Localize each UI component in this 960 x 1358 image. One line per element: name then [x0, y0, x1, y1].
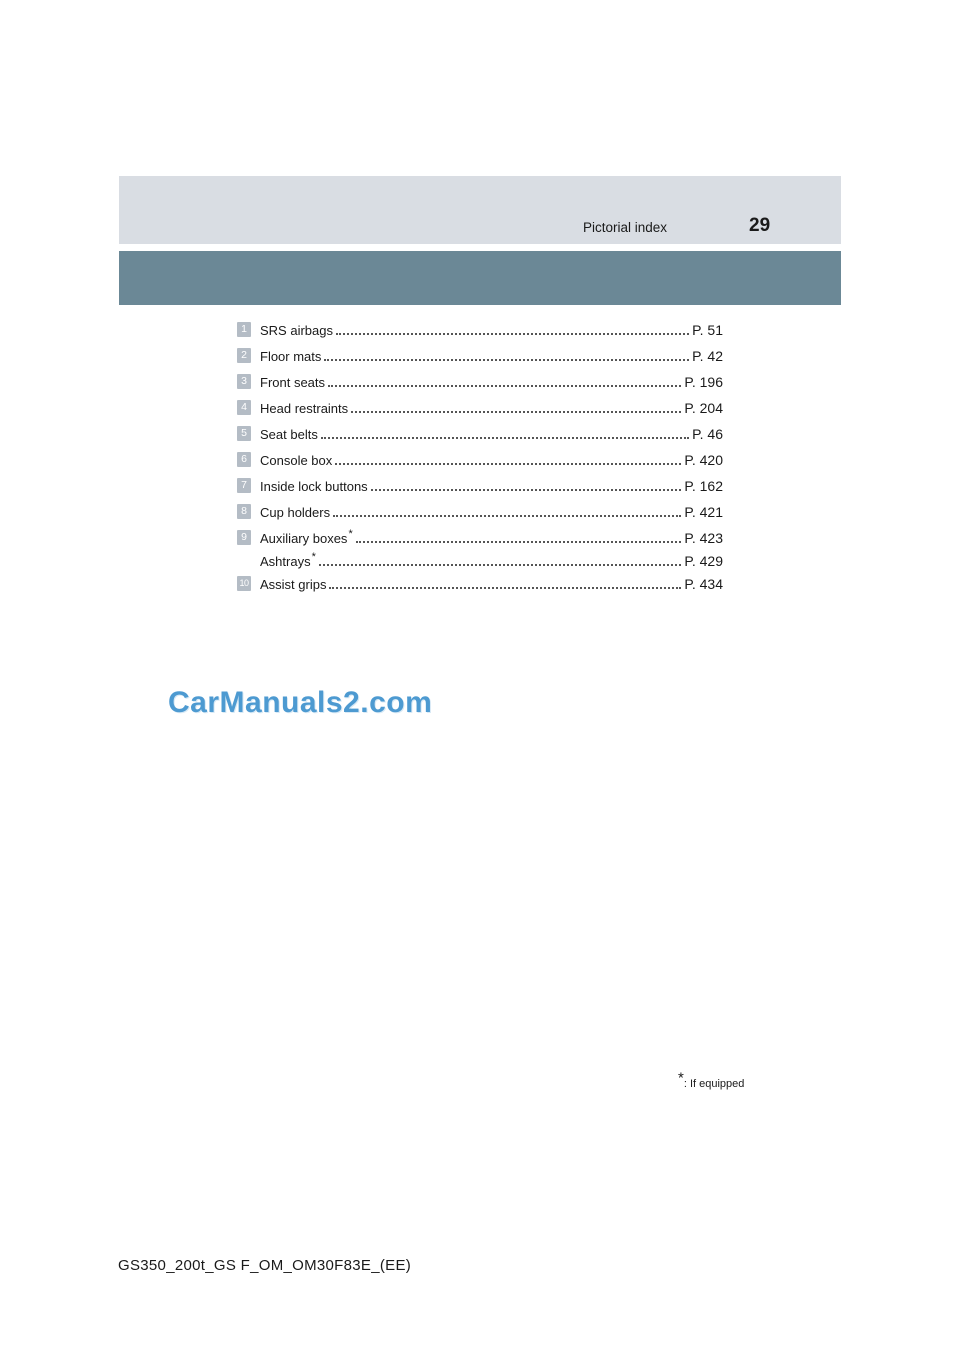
header-band-dark — [119, 251, 841, 305]
index-entry — [260, 317, 723, 343]
page-number: 29 — [749, 215, 771, 236]
index-item — [237, 499, 723, 525]
index-item — [237, 421, 723, 447]
dot-leader — [319, 564, 681, 566]
entry-label-wrap — [260, 427, 318, 442]
page-reference-link[interactable]: P. 196 — [684, 374, 723, 390]
index-entry — [260, 473, 723, 499]
footnote — [678, 1069, 745, 1090]
page-reference-link[interactable]: P. 421 — [684, 504, 723, 520]
index-line — [237, 525, 723, 551]
entry-label: Seat belts — [260, 426, 318, 442]
entry-label: Assist grips — [260, 576, 327, 592]
dot-leader — [336, 333, 689, 335]
item-number-badge: 8 — [237, 504, 251, 519]
entry-label: Inside lock buttons — [260, 478, 368, 494]
item-number-badge: 1 — [237, 322, 251, 337]
dot-leader — [333, 515, 681, 517]
watermark-logo: CarManuals2.com — [168, 686, 433, 719]
page-reference-link[interactable]: P. 434 — [684, 576, 723, 592]
index-line — [237, 317, 723, 343]
index-line — [237, 473, 723, 499]
entry-label-wrap — [260, 505, 330, 520]
item-number-badge: 2 — [237, 348, 251, 363]
index-entry — [260, 499, 723, 525]
index-entry — [260, 343, 723, 369]
dot-leader — [321, 437, 689, 439]
entry-label: Front seats — [260, 374, 326, 390]
index-line — [237, 551, 723, 571]
index-entry — [260, 421, 723, 447]
index-item — [237, 369, 723, 395]
document-code: GS350_200t_GS F_OM_OM30F83E_(EE) — [118, 1257, 412, 1274]
item-number-badge: 5 — [237, 426, 251, 441]
index-entry — [260, 395, 723, 421]
footnote-text: : If equipped — [683, 1078, 745, 1090]
entry-label: Floor mats — [260, 348, 322, 364]
header-band-light — [119, 176, 841, 244]
dot-leader — [329, 587, 681, 589]
footnote-asterisk: * — [678, 1069, 684, 1087]
entry-label-wrap — [260, 453, 332, 468]
entry-label: Head restraints — [260, 400, 349, 416]
index-line — [237, 571, 723, 597]
entry-label: Cup holders — [260, 504, 331, 520]
item-number-badge: 3 — [237, 374, 251, 389]
dot-leader — [356, 541, 682, 543]
item-number-badge: 9 — [237, 530, 251, 545]
entry-label-wrap — [260, 479, 368, 494]
index-entry — [260, 571, 723, 597]
entry-label-wrap — [260, 323, 333, 338]
entry-label-wrap — [260, 551, 316, 569]
entry-label: Ashtrays — [260, 553, 311, 569]
index-line — [237, 499, 723, 525]
page-reference-link[interactable]: P. 162 — [684, 478, 723, 494]
entry-label-wrap — [260, 375, 325, 390]
index-item — [237, 571, 723, 597]
page-reference-link[interactable]: P. 46 — [692, 426, 723, 442]
page-reference-link[interactable]: P. 204 — [684, 400, 723, 416]
index-line — [237, 421, 723, 447]
dot-leader — [324, 359, 689, 361]
index-entry — [260, 447, 723, 473]
entry-label: Auxiliary boxes — [260, 530, 348, 546]
page-reference-link[interactable]: P. 429 — [684, 553, 723, 569]
index-item — [237, 317, 723, 343]
index-line — [237, 447, 723, 473]
index-entry — [260, 525, 723, 551]
entry-label-wrap — [260, 528, 353, 546]
index-line — [237, 343, 723, 369]
entry-label: Console box — [260, 452, 333, 468]
dot-leader — [335, 463, 681, 465]
item-number-badge: 4 — [237, 400, 251, 415]
section-title: Pictorial index — [583, 220, 668, 235]
index-item — [237, 395, 723, 421]
index-list — [237, 317, 723, 597]
item-number-badge: 10 — [237, 576, 251, 591]
dot-leader — [371, 489, 682, 491]
index-line — [237, 369, 723, 395]
index-entry — [260, 369, 723, 395]
index-line — [237, 395, 723, 421]
index-item — [237, 447, 723, 473]
dot-leader — [328, 385, 681, 387]
equipped-asterisk: * — [348, 528, 353, 541]
dot-leader — [351, 411, 681, 413]
page-reference-link[interactable]: P. 420 — [684, 452, 723, 468]
index-item — [237, 525, 723, 571]
index-entry — [260, 551, 723, 571]
page-reference-link[interactable]: P. 51 — [692, 322, 723, 338]
entry-label: SRS airbags — [260, 322, 333, 338]
item-number-badge: 6 — [237, 452, 251, 467]
index-item — [237, 343, 723, 369]
page-reference-link[interactable]: P. 423 — [684, 530, 723, 546]
item-number-badge: 7 — [237, 478, 251, 493]
equipped-asterisk: * — [311, 551, 316, 564]
page-reference-link[interactable]: P. 42 — [692, 348, 723, 364]
entry-label-wrap — [260, 401, 348, 416]
entry-label-wrap — [260, 349, 321, 364]
index-item — [237, 473, 723, 499]
entry-label-wrap — [260, 577, 326, 592]
